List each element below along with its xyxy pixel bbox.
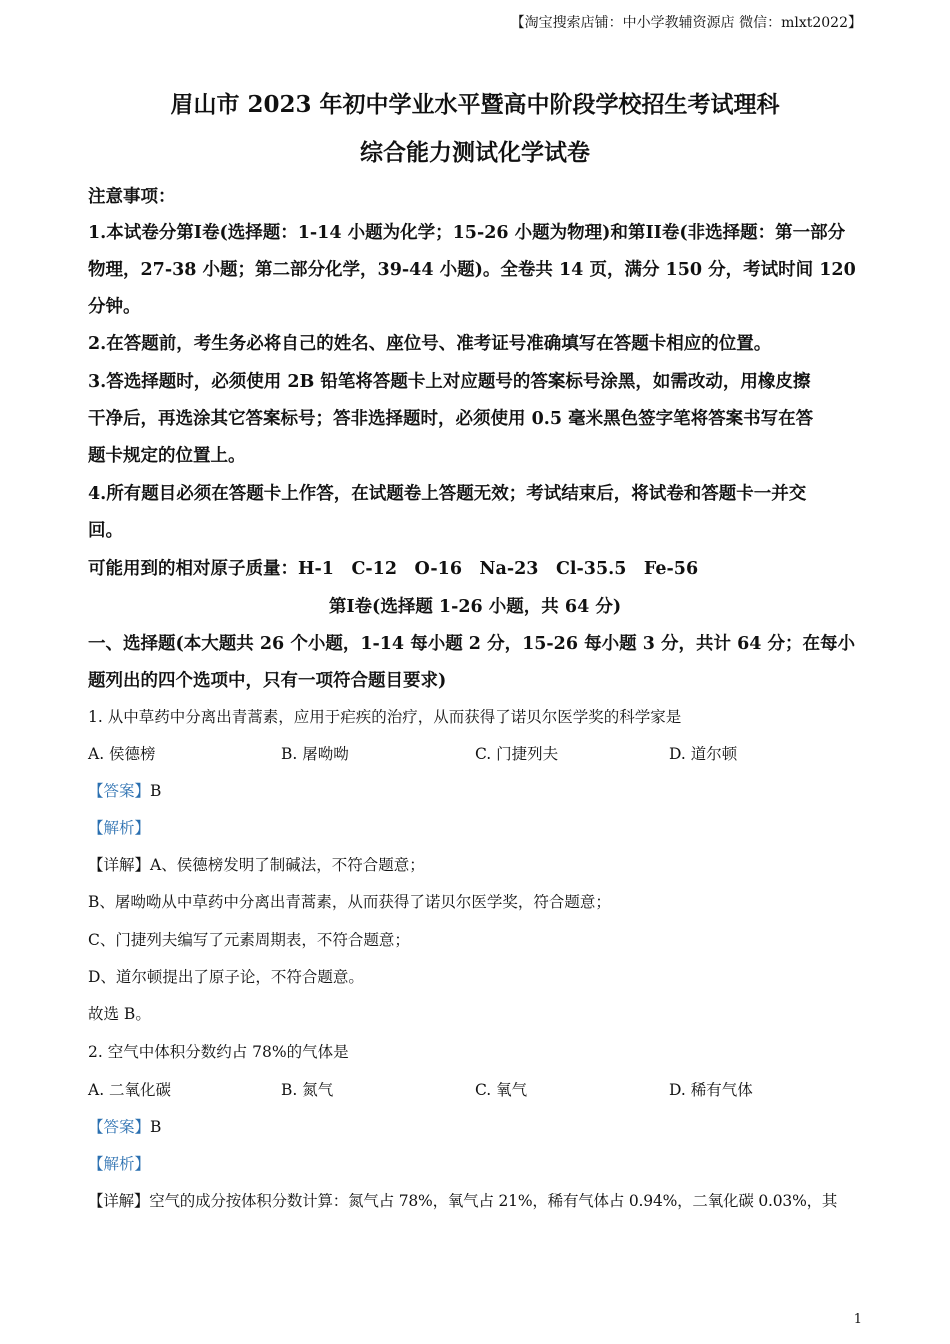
detail-tag: 【详解】 <box>88 1192 150 1210</box>
q1-option-a: A. 侯德榜 <box>88 745 156 763</box>
answer-value: B <box>150 782 162 800</box>
detail-text: A、侯德榜发明了制碱法，不符合题意； <box>150 856 425 874</box>
q1-detail-line: D、道尔顿提出了原子论，不符合题意。 <box>88 968 364 986</box>
question-1-stem: 1. 从中草药中分离出青蒿素，应用于疟疾的治疗，从而获得了诺贝尔医学奖的科学家是 <box>88 708 682 726</box>
question-2-stem: 2. 空气中体积分数约占 78%的气体是 <box>88 1043 349 1061</box>
detail-tag: 【详解】 <box>88 856 151 874</box>
detail-text: 空气的成分按体积分数计算：氮气占 78%，氧气占 21%，稀有气体占 0.94%，二氧化碳 0.03%，其 <box>149 1192 838 1210</box>
q2-analysis-tag: 【解析】 <box>88 1155 151 1173</box>
atomic-masses: 可能用到的相对原子质量：H-1 C-12 O-16 Na-23 Cl-35.5 Fe-56 <box>88 559 699 579</box>
notice-line: 回。 <box>88 521 123 541</box>
notice-line: 分钟。 <box>88 297 141 317</box>
q2-option-b: B. 氮气 <box>281 1081 334 1099</box>
q1-option-d: D. 道尔顿 <box>669 745 738 763</box>
part-heading-line: 一、选择题(本大题共 26 个小题，1-14 每小题 2 分，15-26 每小题 3 分，共计 64 分；在每小 <box>88 634 856 654</box>
part-heading-line: 题列出的四个选项中，只有一项符合题目要求) <box>88 671 447 691</box>
q1-detail-line: B、屠呦呦从中草药中分离出青蒿素，从而获得了诺贝尔医学奖，符合题意； <box>88 893 611 911</box>
q2-option-d: D. 稀有气体 <box>669 1081 753 1099</box>
answer-value: B <box>150 1118 162 1136</box>
q1-detail-line: C、门捷列夫编写了元素周期表，不符合题意； <box>88 931 410 949</box>
section-title: 第I卷(选择题 1-26 小题，共 64 分) <box>328 597 622 617</box>
q1-answer <box>88 779 864 801</box>
q2-option-a: A. 二氧化碳 <box>88 1081 172 1099</box>
notice-line: 3.答选择题时，必须使用 2B 铅笔将答题卡上对应题号的答案标号涂黑，如需改动，用橡皮擦 <box>88 372 811 392</box>
q1-detail-first <box>88 853 864 875</box>
q1-detail-line: 故选 B。 <box>88 1005 151 1023</box>
q2-option-c: C. 氧气 <box>475 1081 528 1099</box>
q1-option-c: C. 门捷列夫 <box>475 745 559 763</box>
notice-line: 2.在答题前，考生务必将自己的姓名、座位号、准考证号准确填写在答题卡相应的位置。 <box>88 334 772 354</box>
notice-heading: 注意事项： <box>88 187 176 207</box>
q1-analysis-tag: 【解析】 <box>88 819 151 837</box>
page-title-line2: 综合能力测试化学试卷 <box>360 139 590 166</box>
q2-answer <box>88 1115 864 1137</box>
page-number: 1 <box>853 1312 862 1327</box>
notice-line: 4.所有题目必须在答题卡上作答，在试题卷上答题无效；考试结束后，将试卷和答题卡一并交 <box>88 484 807 504</box>
page-title-line1: 眉山市 2023 年初中学业水平暨高中阶段学校招生考试理科 <box>170 91 780 118</box>
header-note: 【淘宝搜索店铺：中小学教辅资源店 微信：mlxt2022】 <box>510 15 862 31</box>
answer-tag: 【答案】 <box>88 1118 151 1136</box>
answer-tag: 【答案】 <box>88 782 151 800</box>
notice-line: 干净后，再选涂其它答案标号；答非选择题时，必须使用 0.5 毫米黑色签字笔将答案书写在答 <box>88 409 814 429</box>
notice-line: 题卡规定的位置上。 <box>88 446 246 466</box>
q1-option-b: B. 屠呦呦 <box>281 745 349 763</box>
notice-line: 物理，27-38 小题；第二部分化学，39-44 小题)。全卷共 14 页，满分 150 分，考试时间 120 <box>88 260 856 280</box>
notice-line: 1.本试卷分第I卷(选择题：1-14 小题为化学；15-26 小题为物理)和第II卷(非选择题：第一部分 <box>88 223 846 243</box>
q2-detail-first <box>88 1189 864 1211</box>
